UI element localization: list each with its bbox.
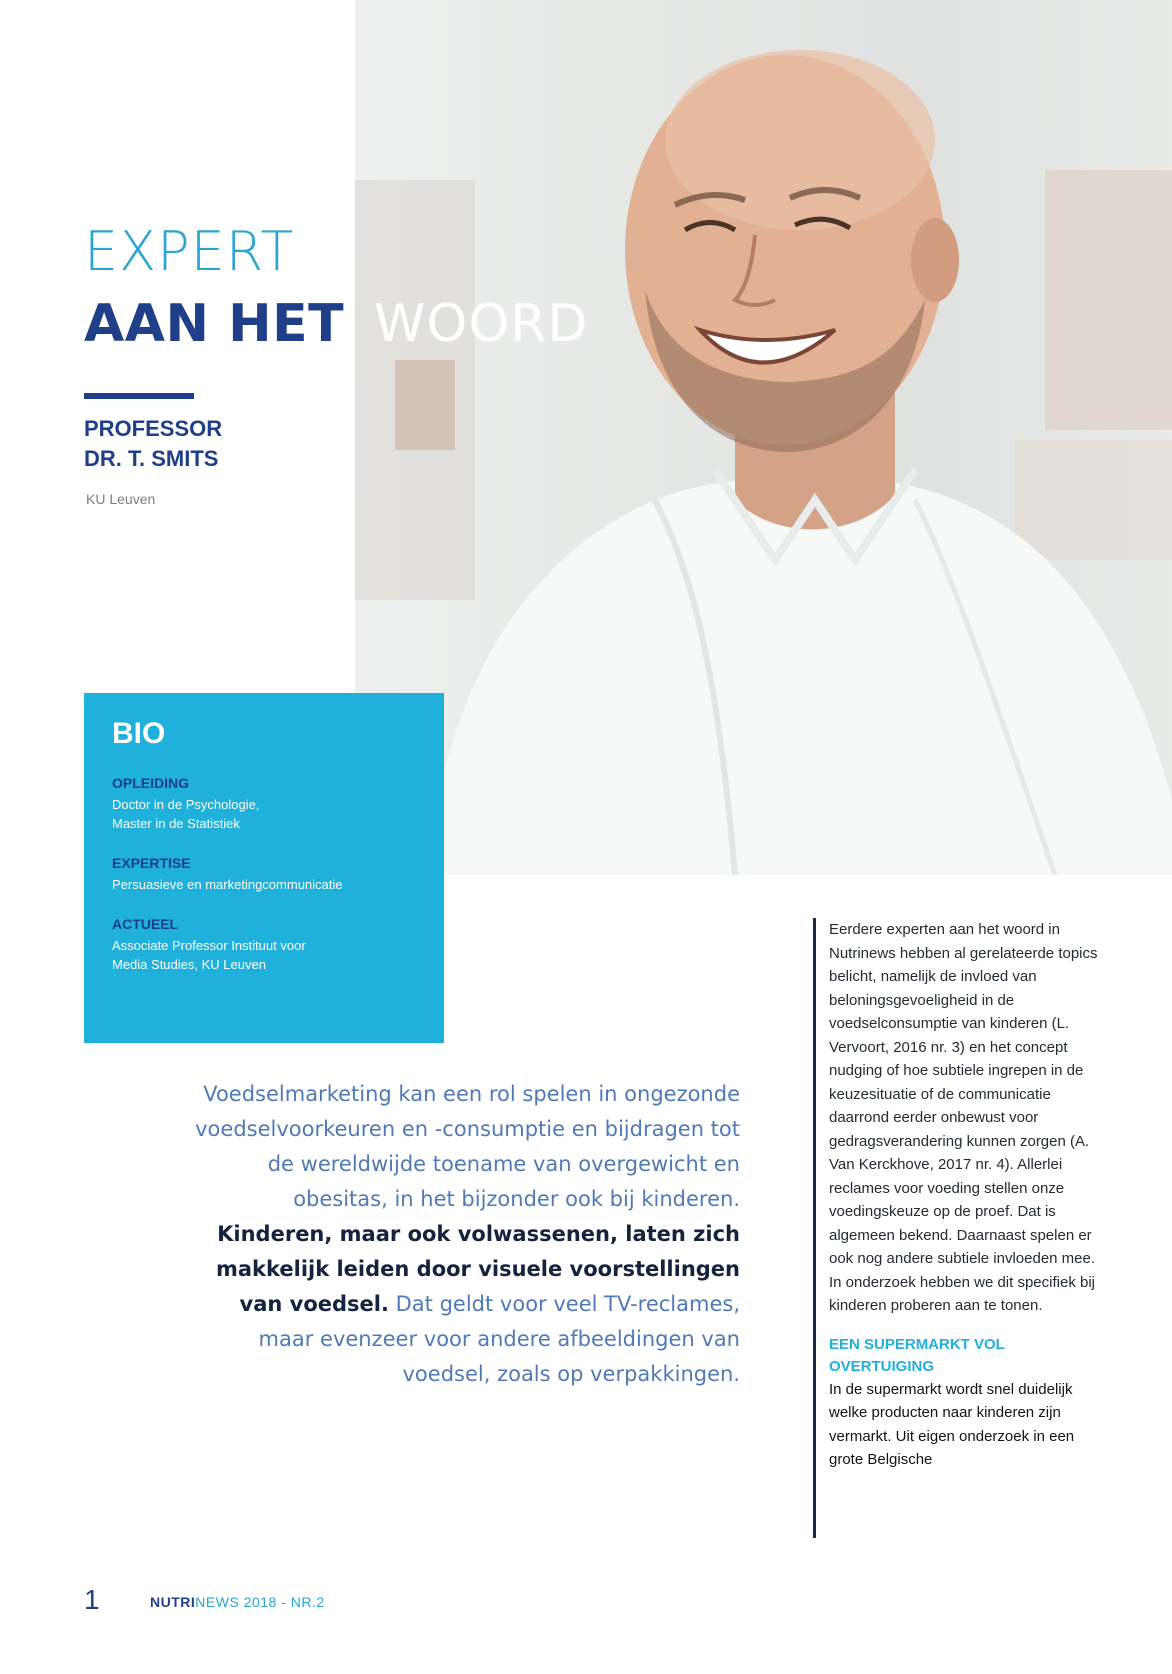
bio-value-opleiding bbox=[112, 795, 418, 833]
headline-expert: EXPERT bbox=[84, 220, 295, 283]
headline-woord: WOORD bbox=[374, 294, 589, 354]
intro-part1: Voedselmarketing kan een rol spelen in ongezonde voedselvoorkeuren en -consumptie en bijdragen tot de wereldwijde toename van overgewicht en obesitas, in het bijzonder ook bij kinderen. bbox=[195, 1082, 740, 1211]
expert-portrait-photo bbox=[355, 0, 1172, 875]
bio-value-actueel bbox=[112, 936, 418, 974]
bio-line: Media Studies, KU Leuven bbox=[112, 957, 266, 972]
intro-paragraph bbox=[190, 1077, 740, 1392]
scalp-highlight bbox=[665, 50, 935, 230]
intro-emphasis: Kinderen, maar ook volwassenen, laten zich makkelijk leiden door visuele voorstellingen van voedsel. bbox=[215, 1222, 740, 1316]
column-subheading: EEN SUPERMARKT VOL OVERTUIGING bbox=[829, 1335, 1005, 1375]
column-paragraph-1: Eerdere experten aan het woord in Nutrinews hebben al gerelateerde topics belicht, namelijk de invloed van beloningsgevoeligheid in de voedselconsumptie van kinderen (L. Vervoort, 2016 nr. 3) en het concept nudging of hoe subtiele ingrepen in de keuzesituatie of de communicatie daarrond eerder onbewust voor gedragsverandering kunnen zorgen (A. Van Kerckhove, 2017 nr. 4). Allerlei reclames voor voeding stellen onze voedingskeuze op de proef. Dat is algemeen bekend. Daarnaast spelen er ook nog andere subtiele invloeden mee. In onderzoek hebben we dit specifiek bij kinderen proberen aan te tonen. bbox=[829, 921, 1098, 1314]
bg-blur-right bbox=[1045, 170, 1172, 430]
expert-name bbox=[84, 414, 222, 474]
expert-title-line2: DR. T. SMITS bbox=[84, 446, 219, 471]
footer-brand-nutri: NUTRI bbox=[150, 1594, 196, 1610]
expert-affiliation: KU Leuven bbox=[86, 491, 156, 507]
bio-line: Associate Professor Instituut voor bbox=[112, 938, 306, 953]
bio-label-actueel: ACTUEEL bbox=[112, 916, 179, 932]
bio-value-expertise bbox=[112, 875, 418, 894]
page-number: 1 bbox=[84, 1584, 100, 1615]
bio-label-expertise: EXPERTISE bbox=[112, 855, 191, 871]
ear bbox=[911, 218, 959, 302]
footer-brand bbox=[150, 1594, 325, 1610]
bio-line: Persuasieve en marketingcommunicatie bbox=[112, 877, 343, 892]
bio-line: Doctor in de Psychologie, bbox=[112, 797, 260, 812]
intro-part2: Dat geldt voor veel TV-reclames, maar evenzeer voor andere afbeeldingen van voedsel, zoals op verpakkingen. bbox=[258, 1292, 740, 1386]
bg-blur-right-low bbox=[1015, 440, 1172, 560]
headline-aan-het: AAN HET bbox=[84, 294, 345, 354]
footer-brand-rest: NEWS 2018 - NR.2 bbox=[195, 1594, 325, 1610]
bio-label-opleiding: OPLEIDING bbox=[112, 775, 190, 791]
bg-blur-frame bbox=[395, 360, 455, 450]
column-paragraph-2: In de supermarkt wordt snel duidelijk welke producten naar kinderen zijn vermarkt. Uit eigen onderzoek in een grote Belgische bbox=[829, 1380, 1075, 1468]
bio-box bbox=[84, 693, 444, 1043]
bio-line: Master in de Statistiek bbox=[112, 816, 240, 831]
expert-title-line1: PROFESSOR bbox=[84, 416, 223, 441]
bio-heading: BIO bbox=[112, 717, 166, 750]
title-divider bbox=[84, 393, 194, 399]
article-column bbox=[813, 918, 1103, 1538]
portrait-illustration bbox=[355, 0, 1172, 875]
